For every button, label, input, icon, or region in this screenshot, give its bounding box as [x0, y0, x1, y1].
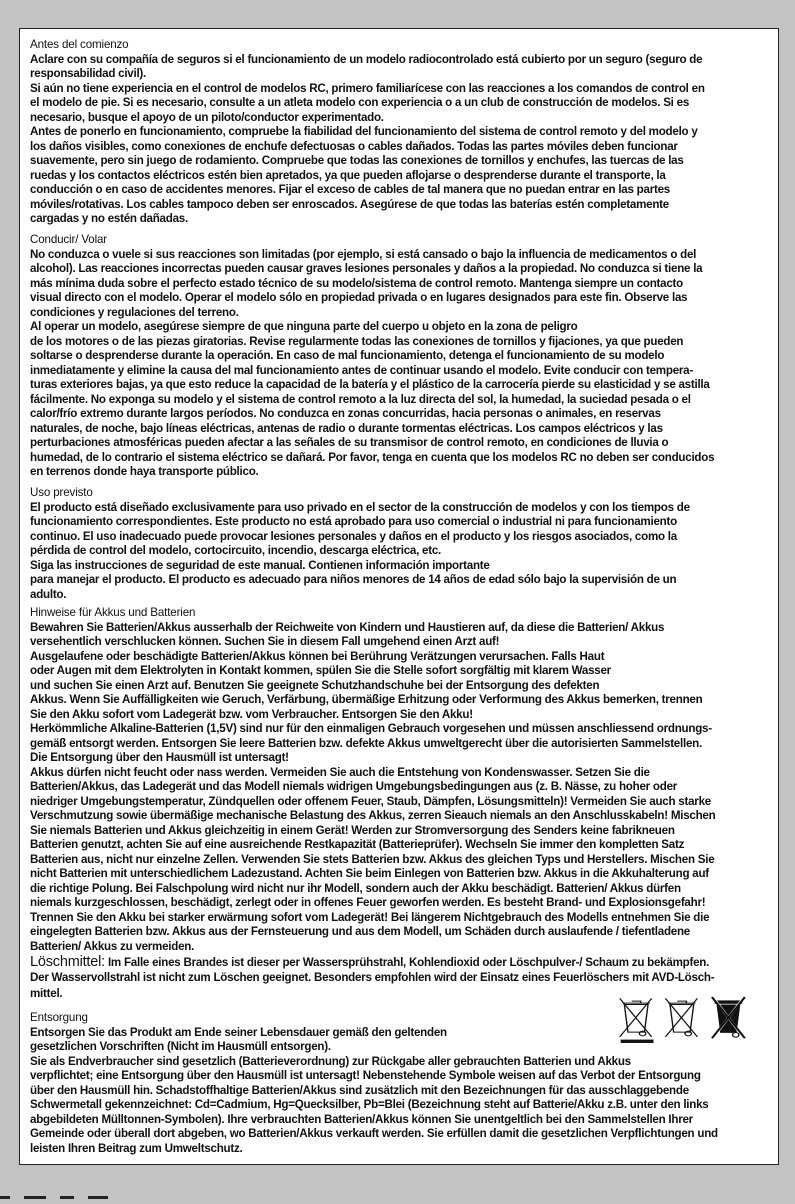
body-line: Gemeinde oder überall dort abgeben, wo Batterien/Akkus verkauft werden. Sie erfüllen damit die gesetzlichen Verpflichtungen und	[30, 1127, 718, 1140]
body-line: conducción o en caso de accidentes menores. Fijar el exceso de cables de tal manera que no puedan entrar en las partes	[30, 183, 670, 196]
body-line: Batterien/Akkus, das Ladegerät und das Modell niemals widrigen Umgebungsbedingungen aus (z. B. Nässe, zu hoher oder	[30, 780, 678, 793]
body-line: funcionamiento correspondientes. Este producto no está aprobado para uso comercial o industrial ni para funcionamiento	[30, 515, 677, 528]
crossed-bin-solid-icon	[712, 997, 745, 1038]
body-line: el modelo de pie. Si es necesario, consulte a un atleta modelo con experiencia o a un club de construcción de modelos. Si es	[30, 96, 690, 109]
body-line: Der Wasservollstrahl ist nicht zum Löschen geeignet. Besonders empfohlen wird der Einsatz eines Feuerlöschers mit AVD-Lösch-	[30, 971, 715, 984]
body-line: Antes de ponerlo en funcionamiento, compruebe la fiabilidad del funcionamiento del sistema de control remoto y del modelo y	[30, 125, 698, 138]
body-line: Aclare con su compañía de seguros si el funcionamiento de un modelo radiocontrolado está cubierto por un seguro (seguro de	[30, 52, 703, 66]
body-line: Sie den Akku sofort vom Ladegerät bzw. vom Verbraucher. Entsorgen Sie den Akku!	[30, 707, 473, 721]
body-line: continuo. El uso inadecuado puede provocar lesiones personales y daños en el producto y los riesgos asociados, como la	[30, 529, 677, 543]
body-line: Herkömmliche Alkaline-Batterien (1,5V) sind nur für den einmaligen Gebrauch vorgesehen und müssen anschliessend ordnungs-	[30, 722, 712, 735]
body-line: de los motores o de las piezas giratorias. Revise regularmente todas las conexiones de tornillos y fijaciones, ya que pueden	[30, 334, 684, 348]
body-line: abgebildeten Mülltonnen-Symbolen). Ihre verbrauchten Batterien/Akkus können Sie unentgeltlich bei den Sammelstellen Ihrer	[30, 1112, 693, 1126]
body-line: Verschmutzung sowie übermäßige mechanische Belastung des Akkus, zerren Sieauch niemals an den Anschlusskabeln! Mischen	[30, 809, 716, 822]
body-line: Akkus. Wenn Sie Auffälligkeiten wie Geruch, Verfärbung, übermäßige Erhitzung oder Verformung des Akkus bemerken, trennen	[30, 693, 703, 706]
loeschmittel-label: Löschmittel:	[30, 954, 105, 970]
body-line: No conduzca o vuele si sus reacciones son limitadas (por ejemplo, si está cansado o bajo la influencia de medicamentos o del	[30, 247, 697, 261]
body-line: die richtige Polung. Bei Falschpolung wird nicht nur ihr Modell, sondern auch der Akku beschädigt. Batterien/ Akkus dürfen	[30, 881, 681, 895]
body-line: necesario, busque el apoyo de un piloto/conductor experimentado.	[30, 110, 384, 124]
body-line: adulto.	[30, 587, 67, 601]
section-heading: Entsorgung	[30, 1011, 88, 1024]
body-line: móviles/rotativas. Los cables tampoco deben ser enroscados. Asegúrese de que todas las baterías estén completamente	[30, 197, 669, 211]
body-line: Sie als Endverbraucher sind gesetzlich (Batterieverordnung) zur Rückgabe aller gebrauchten Batterien und Akkus	[30, 1054, 631, 1068]
loeschmittel-text: Im Falle eines Brandes ist dieser per Wassersprühstrahl, Kohlendioxid oder Löschpulver-/ Schaum zu bekämpfen.	[104, 956, 710, 969]
body-line: turas exteriores bajas, ya que esto reduce la capacidad de la batería y el plástico de la carrocería pierde su elasticidad y se astilla	[30, 378, 710, 391]
body-line: Batterien genutzt, achten Sie auf eine ausreichende Restkapazität (Batterieprüfer). Wechseln Sie immer den kompletten Satz	[30, 838, 685, 851]
body-line: mittel.	[30, 987, 63, 1000]
body-line: responsabilidad civil).	[30, 67, 147, 80]
footer-marks	[0, 1186, 180, 1190]
body-line: Schwermetall gekennzeichnet: Cd=Cadmium, Hg=Quecksilber, Pb=Blei (Bezeichnung steht auf Batterie/Akku z.B. unter den links	[30, 1098, 709, 1111]
crossed-bin-with-bar-icon	[620, 998, 654, 1043]
body-line: perturbaciones atmosféricas pueden afectar a las señales de su transmisor de control remoto, en condiciones de lluvia o	[30, 436, 669, 449]
body-line: Siga las instrucciones de seguridad de este manual. Contienen información importante	[30, 558, 490, 572]
body-line: nicht Batterien mit unterschiedlichem Ladezustand. Achten Sie beim Einlegen von Batterien bzw. Akkus in die Akkuhalterung auf	[30, 867, 709, 880]
body-line: los daños visibles, como conexiones de enchufe defectuosas o cables dañados. Todas las partes móviles deben funcionar	[30, 139, 678, 153]
body-line: soltarse o desprenderse durante la operación. En caso de mal funcionamiento, detenga el funcionamiento de su modelo	[30, 349, 665, 362]
body-line: pérdida de control del modelo, cortocircuito, incendio, descarga eléctrica, etc.	[30, 544, 442, 557]
body-line: calor/frío extremo durante largos períodos. No conduzca en zonas concurridas, hacia personas o animales, en reservas	[30, 407, 661, 420]
crossed-bin-icon	[665, 998, 697, 1037]
body-line: El producto está diseñado exclusivamente para uso privado en el sector de la construcción de modelos y con los tiempos de	[30, 500, 690, 514]
weee-symbols	[617, 995, 754, 1045]
body-line: cargadas y no estén dañadas.	[30, 212, 188, 225]
body-line: humedad, de lo contrario el sistema eléctrico se dañará. Por favor, tenga en cuenta que los modelos RC no deben ser conducidos	[30, 450, 715, 464]
body-line: leisten Ihren Beitrag zum Umweltschutz.	[30, 1141, 243, 1155]
body-line: inmediatamente y elimine la causa del mal funcionamiento antes de continuar usando el modelo. Evite conducir con tempera-	[30, 363, 693, 377]
section-heading: Antes del comienzo	[30, 38, 129, 51]
body-line: Batterien aus, nicht nur einzelne Zellen. Verwenden Sie stets Batterien bzw. Akkus des gleichen Typs und Herstellers. Mischen Sie	[30, 852, 715, 866]
body-line: über den Hausmüll hin. Schadstoffhaltige Batterien/Akkus sind zusätzlich mit den Bezeichnungen für das ausschlaggebende	[30, 1083, 689, 1097]
section-antes-del-comienzo	[30, 38, 774, 227]
document-page	[19, 28, 779, 1165]
body-line: Batterien/ Akkus zu vermeiden.	[30, 939, 195, 953]
body-line: más mínima duda sobre el perfecto estado técnico de su modelo/sistema de control remoto. Mantenga siempre un contacto	[30, 276, 684, 290]
body-line: gesetzlichen Vorschriften (Nicht im Hausmüll entsorgen).	[30, 1040, 331, 1053]
body-line: Trennen Sie den Akku bei starker erwärmung sofort vom Ladegerät! Bei längerem Nichtgebrauch des Modells entnehmen Sie die	[30, 910, 710, 924]
body-line	[30, 954, 774, 970]
section-hinweise-akkus	[30, 606, 774, 954]
body-line: en terrenos donde haya transporte público.	[30, 465, 259, 478]
body-line: ruedas y los contactos eléctricos estén bien apretados, ya que pueden aflojarse o desprenderse durante el transporte, la	[30, 168, 666, 182]
body-line: alcohol). Las reacciones incorrectas pueden causar graves lesiones personales y daños a la propiedad. No conduzca si tiene la	[30, 262, 703, 275]
body-line: niedriger Umgebungstemperatur, Zündquellen oder offenem Feuer, Staub, Dämpfen, Lösungsmitteln)! Vermeiden Sie auch starke	[30, 794, 711, 808]
body-line: Bewahren Sie Batterien/Akkus ausserhalb der Reichweite von Kindern und Haustieren auf, da diese die Batterien/ Akkus	[30, 620, 665, 634]
body-line: Die Entsorgung über den Hausmüll ist untersagt!	[30, 751, 289, 764]
body-line: naturales, de noche, bajo líneas eléctricas, antenas de radio o durante tormentas eléctricas. Los campos eléctricos y las	[30, 421, 663, 435]
body-line: oder Augen mit dem Elektrolyten in Kontakt kommen, spülen Sie die Stelle sofort sorgfältig mit klarem Wasser	[30, 664, 611, 677]
section-uso-previsto	[30, 486, 774, 602]
body-line: Ausgelaufene oder beschädigte Batterien/Akkus können bei Berührung Verätzungen verursachen. Falls Haut	[30, 649, 605, 663]
body-line: para manejar el producto. El producto es adecuado para niños menores de 14 años de edad sólo bajo la supervisión de un	[30, 573, 677, 586]
body-line: visual directo con el modelo. Operar el modelo sólo en propiedad privada o en lugares designados para este fin. Observe las	[30, 291, 688, 304]
body-line: Sie niemals Batterien und Akkus gleichzeitig in einem Gerät! Werden zur Stromversorgung des Senders keine fabrikneuen	[30, 823, 675, 837]
body-line: eingelegten Batterien bzw. Akkus aus der Fernsteuerung und aus dem Modell, um Schäden durch auslaufende / tiefentladene	[30, 925, 690, 938]
body-line: Al operar un modelo, asegúrese siempre de que ninguna parte del cuerpo u objeto en la zona de peligro	[30, 320, 578, 333]
section-conducir-volar	[30, 233, 774, 480]
body-line: Entsorgen Sie das Produkt am Ende seiner Lebensdauer gemäß den geltenden	[30, 1025, 447, 1039]
body-line: niemals kurzgeschlossen, beschädigt, zerlegt oder in offenes Feuer geworfen werden. Es besteht Brand- und Explosionsgefahr!	[30, 896, 706, 909]
section-heading: Conducir/ Volar	[30, 233, 108, 246]
body-line: Si aún no tiene experiencia en el control de modelos RC, primero familiarícese con las reacciones a los comandos de control en	[30, 81, 705, 95]
section-heading: Hinweise für Akkus und Batterien	[30, 606, 196, 619]
body-line: und suchen Sie einen Arzt auf. Benutzen Sie geeignete Schutzhandschuhe bei der Entsorgung des defekten	[30, 678, 600, 692]
body-line: versehentlich verschlucken können. Suchen Sie in diesem Fall umgehend einen Arzt auf!	[30, 635, 500, 648]
body-line: verpflichtet; eine Entsorgung über den Hausmüll ist untersagt! Nebenstehende Symbole weisen auf das Verbot der Entsorgung	[30, 1069, 701, 1082]
body-line: fácilmente. No exponga su modelo y el sistema de control remoto a la luz directa del sol, la humedad, la suciedad pesada o el	[30, 392, 691, 406]
body-line: Akkus dürfen nicht feucht oder nass werden. Vermeiden Sie auch die Entstehung von Kondenswasser. Setzen Sie die	[30, 765, 650, 779]
body-line: condiciones y regulaciones del terreno.	[30, 305, 239, 319]
document-content	[30, 38, 774, 1163]
section-heading: Uso previsto	[30, 486, 93, 499]
body-line: gemäß entsorgt werden. Entsorgen Sie leere Batterien bzw. defekte Akkus umweltgerecht über die autorisierten Sammelstellen.	[30, 736, 702, 750]
body-line: suavemente, pero sin juego de rodamiento. Compruebe que todas las conexiones de tornillos y enchufes, las tuercas de las	[30, 154, 684, 167]
